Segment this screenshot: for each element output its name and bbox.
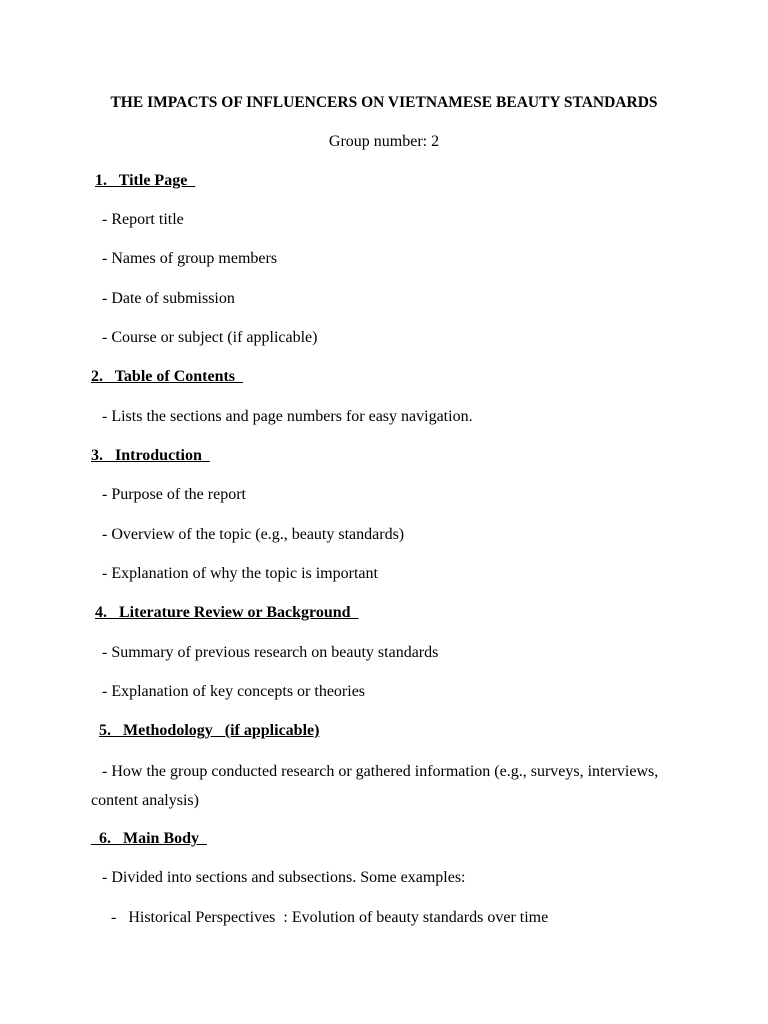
list-item: - Course or subject (if applicable) [102,329,318,346]
list-item: - Names of group members [102,250,278,267]
list-item: - Overview of the topic (e.g., beauty standards) [102,526,405,543]
section-heading-methodology: 5. Methodology (if applicable) [99,722,320,739]
section-heading-main-body [91,829,207,849]
list-item: - Summary of previous research on beauty standards [102,644,439,661]
document-title: THE IMPACTS OF INFLUENCERS ON VIETNAMESE BEAUTY STANDARDS [110,94,658,111]
list-item: - Purpose of the report [102,486,246,503]
list-item: - How the group conducted research or gathered information (e.g., surveys, interviews, content analysis) [91,763,659,809]
list-item: - Historical Perspectives : Evolution of beauty standards over time [111,909,549,926]
section-heading-title-page: 1. Title Page [95,172,196,189]
list-item: - Divided into sections and subsections. Some examples: [102,869,466,886]
section-heading-introduction: 3. Introduction [91,447,210,464]
list-item: - Explanation of key concepts or theories [102,683,366,700]
list-item: - Explanation of why the topic is important [102,565,378,582]
section-heading-table-of-contents: 2. Table of Contents [91,368,244,385]
list-item: - Lists the sections and page numbers for easy navigation. [102,408,473,425]
section-heading-main-body-label: 6. Main Body [99,830,208,847]
group-number: Group number: 2 [328,133,440,150]
list-item: - Date of submission [102,290,235,307]
list-item: - Report title [102,211,184,228]
section-heading-literature-review: 4. Literature Review or Background [95,604,359,621]
